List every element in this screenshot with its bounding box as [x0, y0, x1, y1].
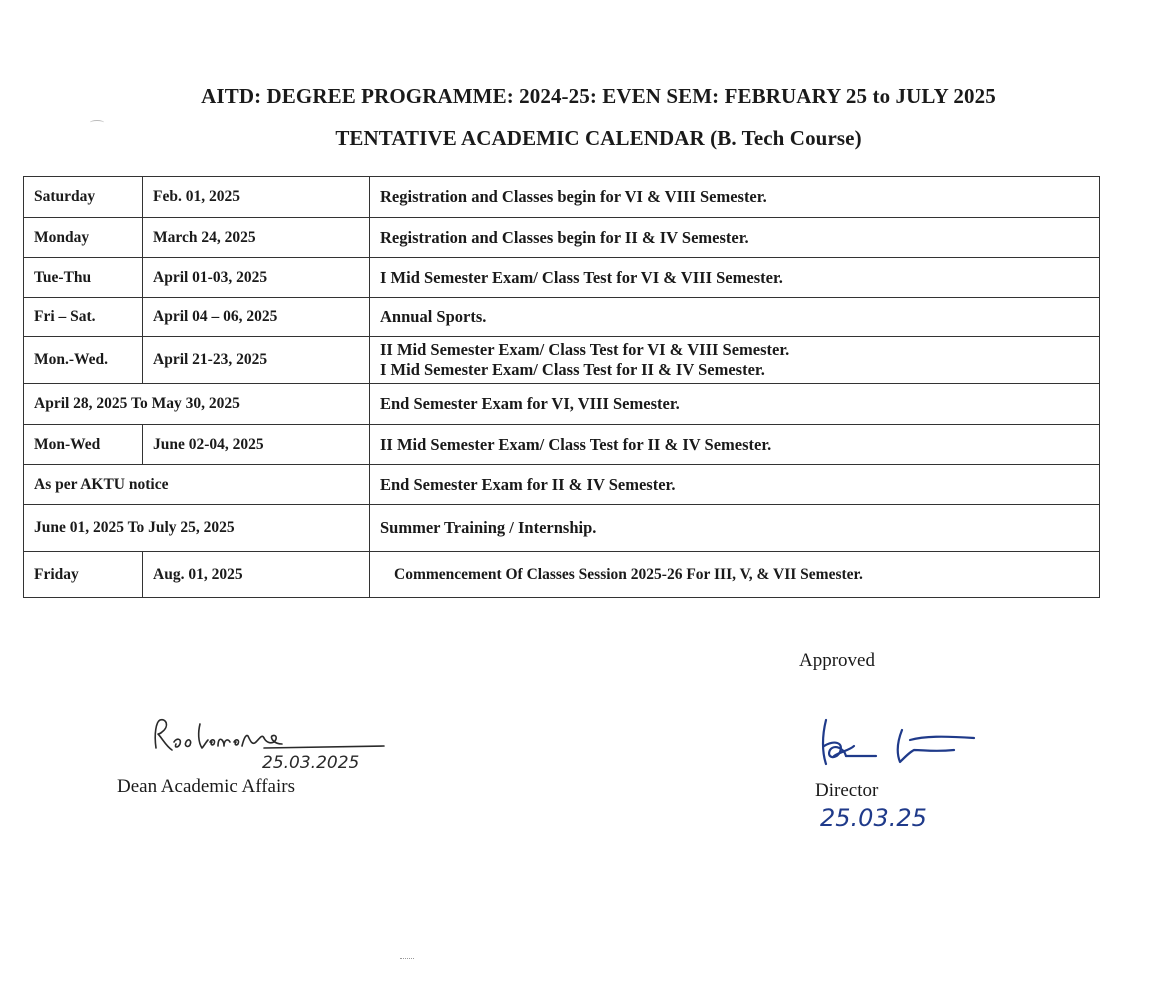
event-cell — [370, 177, 1100, 218]
event-text: Registration and Classes begin for II & IV Semester. — [380, 227, 749, 247]
event-cell — [370, 425, 1100, 465]
director-signature-date-graphic — [818, 798, 978, 838]
event-text: II Mid Semester Exam/ Class Test for VI & VIII Semester. — [380, 340, 790, 359]
event-text: I Mid Semester Exam/ Class Test for VI & VIII Semester. — [380, 267, 783, 287]
day-cell: Mon-Wed — [24, 425, 143, 465]
date-cell: April 21-23, 2025 — [143, 337, 370, 384]
table-row — [24, 384, 1100, 425]
scan-speck — [400, 958, 414, 961]
table-row — [24, 337, 1100, 384]
table-row — [24, 465, 1100, 505]
event-cell — [370, 298, 1100, 337]
table-row — [24, 258, 1100, 298]
day-cell: Tue-Thu — [24, 258, 143, 298]
event-text: Annual Sports. — [380, 307, 487, 326]
date-cell: Feb. 01, 2025 — [143, 177, 370, 218]
date-cell: April 04 – 06, 2025 — [143, 298, 370, 337]
table-row — [24, 177, 1100, 218]
table-row — [24, 552, 1100, 598]
event-cell — [370, 337, 1100, 384]
day-cell: Monday — [24, 218, 143, 258]
director-signature — [814, 716, 984, 776]
table-row — [24, 298, 1100, 337]
date-cell: March 24, 2025 — [143, 218, 370, 258]
director-label: Director — [815, 780, 879, 801]
page-title: AITD: DEGREE PROGRAMME: 2024-25: EVEN SEM: FEBRUARY 25 to JULY 2025 — [201, 84, 996, 108]
event-text: Commencement Of Classes Session 2025-26 For III, V, & VII Semester. — [394, 565, 863, 583]
day-cell: Mon.-Wed. — [24, 337, 143, 384]
page-subtitle: TENTATIVE ACADEMIC CALENDAR (B. Tech Course) — [335, 126, 862, 150]
date-range-cell: As per AKTU notice — [24, 465, 370, 505]
event-cell — [370, 384, 1100, 425]
event-text: I Mid Semester Exam/ Class Test for II & IV Semester. — [380, 360, 765, 379]
dean-academic-affairs-label: Dean Academic Affairs — [117, 776, 295, 797]
approved-label: Approved — [799, 650, 875, 671]
dean-signature-date: 25.03.2025 — [262, 753, 360, 773]
date-range-cell: April 28, 2025 To May 30, 2025 — [24, 384, 370, 425]
event-text: II Mid Semester Exam/ Class Test for II & IV Semester. — [380, 434, 772, 454]
table-row — [24, 505, 1100, 552]
day-cell: Saturday — [24, 177, 143, 218]
director-signature-date: 25.03.25 — [820, 804, 927, 832]
event-text: Registration and Classes begin for VI & VIII Semester. — [380, 187, 767, 206]
academic-calendar-table — [23, 176, 1100, 598]
day-cell: Friday — [24, 552, 143, 598]
table-row — [24, 218, 1100, 258]
day-cell: Fri – Sat. — [24, 298, 143, 337]
event-cell — [370, 258, 1100, 298]
date-cell: Aug. 01, 2025 — [143, 552, 370, 598]
event-cell — [370, 465, 1100, 505]
event-cell — [370, 218, 1100, 258]
event-text: Summer Training / Internship. — [380, 518, 597, 537]
event-cell — [370, 505, 1100, 552]
table-row — [24, 425, 1100, 465]
dean-signature — [146, 712, 396, 774]
date-range-cell: June 01, 2025 To July 25, 2025 — [24, 505, 370, 552]
event-text: End Semester Exam for II & IV Semester. — [380, 474, 676, 494]
date-cell: April 01-03, 2025 — [143, 258, 370, 298]
date-cell: June 02-04, 2025 — [143, 425, 370, 465]
event-text: End Semester Exam for VI, VIII Semester. — [380, 394, 680, 413]
event-cell — [370, 552, 1100, 598]
scan-mark — [90, 120, 104, 125]
